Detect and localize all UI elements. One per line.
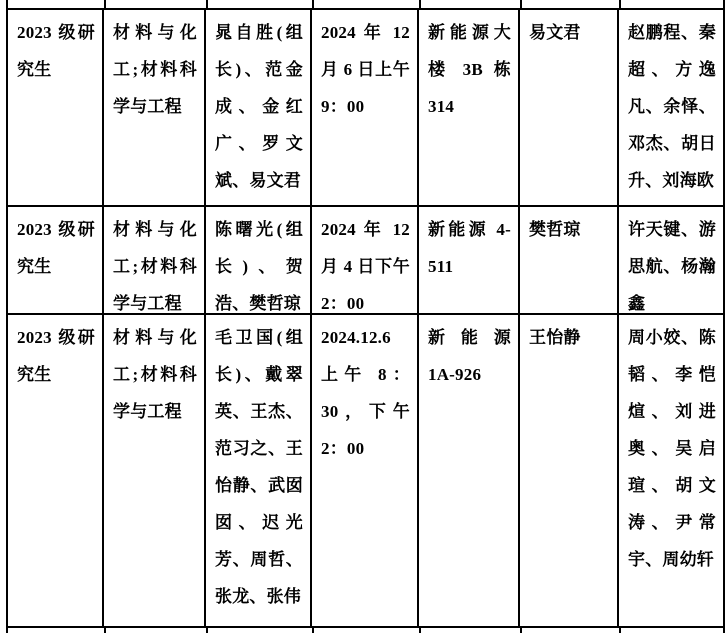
table-gridline-stub <box>206 0 208 8</box>
table-gridline-stub <box>312 0 314 8</box>
table-gridline-stub <box>520 628 522 633</box>
cell-secretary: 王怡静 <box>520 315 619 626</box>
table-gridline-stub <box>619 628 621 633</box>
schedule-table <box>6 8 725 628</box>
table-gridline-stub <box>619 0 621 8</box>
table-gridline-stub <box>6 0 8 8</box>
cell-location: 新能源 4-511 <box>419 207 520 315</box>
table-gridline-stub <box>206 628 208 633</box>
table-gridline-stub <box>419 628 421 633</box>
cell-major: 材料与化工;材料科学与工程 <box>104 10 206 207</box>
cell-grade: 2023 级研究生 <box>8 10 104 207</box>
cell-location: 新能源 1A-926 <box>419 315 520 626</box>
cell-time: 2024 年 12 月 6 日上午 9：00 <box>312 10 419 207</box>
table-gridline-stub <box>104 0 106 8</box>
table-gridline-stub <box>104 628 106 633</box>
cell-committee: 陈曙光(组长)、贺浩、樊哲琼 <box>206 207 312 315</box>
table-gridline-stub <box>6 628 8 633</box>
cell-time: 2024.12.6 上午 8：30，下午 2：00 <box>312 315 419 626</box>
table-gridline-stub <box>312 628 314 633</box>
table-gridline-stub <box>419 0 421 8</box>
cell-major: 材料与化工;材料科学与工程 <box>104 315 206 626</box>
cell-grade: 2023 级研究生 <box>8 207 104 315</box>
cell-time: 2024 年 12 月 4 日下午 2：00 <box>312 207 419 315</box>
cell-committee: 毛卫国(组长)、戴翠英、王杰、范习之、王怡静、武囡囡、迟光芳、周哲、张龙、张伟 <box>206 315 312 626</box>
table-gridline-stub <box>723 0 725 8</box>
table-gridline-stub <box>723 628 725 633</box>
cell-secretary: 易文君 <box>520 10 619 207</box>
cell-students: 周小姣、陈韬、李恺煊、刘进奥、吴启瑄、胡文涛、尹常宇、周幼轩 <box>628 328 716 569</box>
cell-location: 新能源大楼 3B 栋 314 <box>419 10 520 207</box>
cell-grade: 2023 级研究生 <box>8 315 104 626</box>
cell-secretary: 樊哲琼 <box>520 207 619 315</box>
cell-students: 许天键、游思航、杨瀚鑫 <box>619 207 723 315</box>
table-gridline-stub <box>520 0 522 8</box>
cell-major: 材料与化工;材料科学与工程 <box>104 207 206 315</box>
cell-committee: 晁自胜(组长)、范金成、金红广、罗文斌、易文君 <box>206 10 312 207</box>
cell-students: 赵鹏程、秦超、方逸凡、余怿、邓杰、胡日升、刘海欧 <box>619 10 723 207</box>
